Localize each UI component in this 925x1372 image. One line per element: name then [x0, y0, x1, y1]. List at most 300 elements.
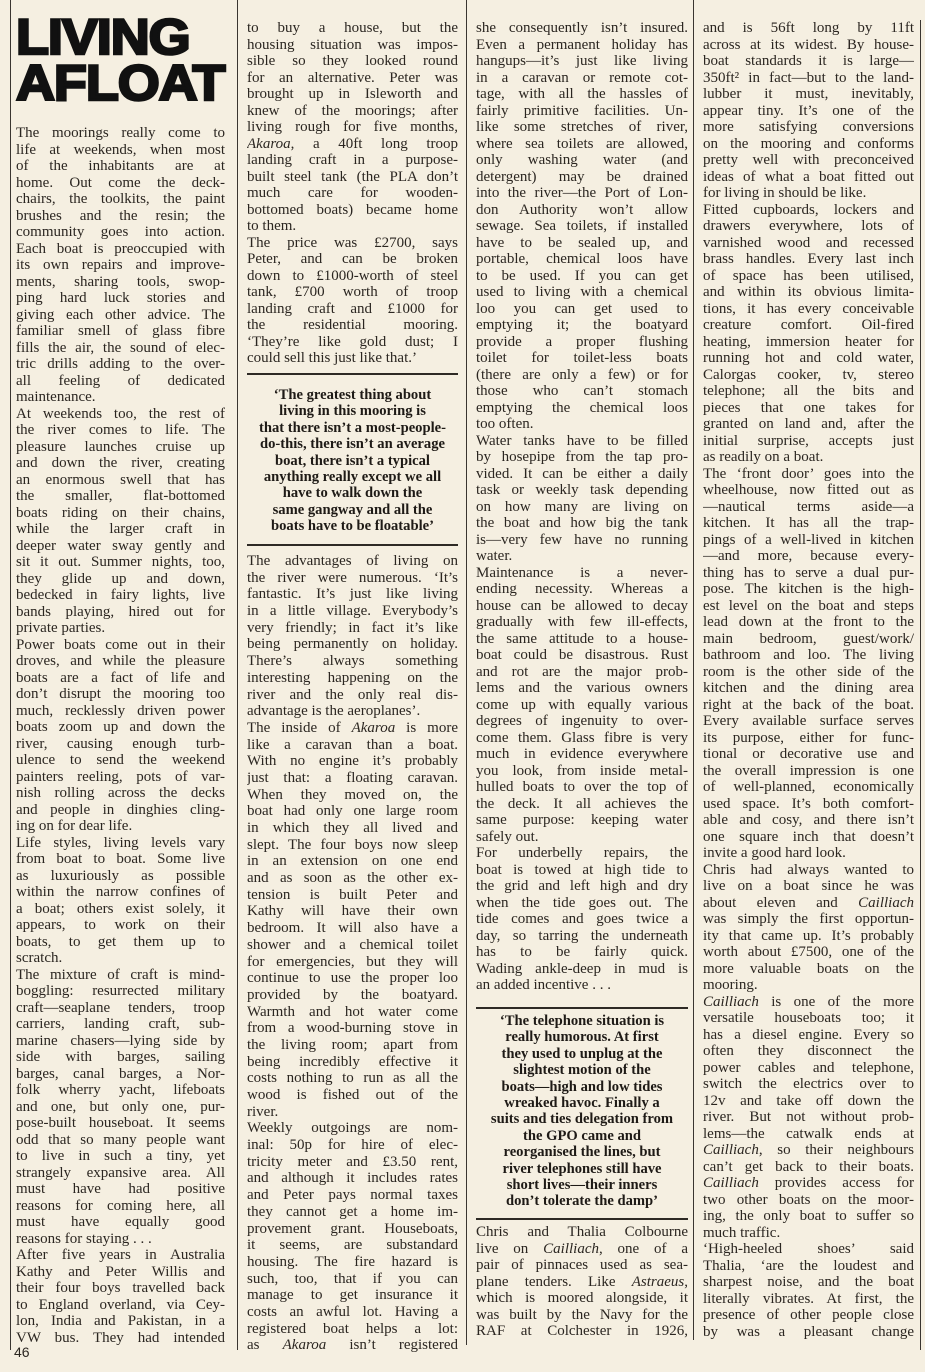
text-line: boats, to get them up to [16, 933, 225, 950]
text-line: ending necessity. Whereas a [476, 581, 688, 597]
text-line: right at the back of the boat. [703, 696, 914, 713]
text-line: same purpose: keeping water [476, 812, 688, 828]
text-line: into the river—the Port of Lon- [476, 185, 688, 201]
paragraph [476, 565, 688, 846]
text-line: costs an awful lot. Having a [247, 1303, 458, 1320]
text-line: Chris had always wanted to [703, 861, 914, 878]
text-line: fairly primitive facilities. Un- [476, 102, 688, 119]
text-line: inal: 50p for hire of elec- [247, 1137, 458, 1154]
text-line: For underbelly repairs, the [476, 845, 688, 861]
page-number: 46 [14, 1344, 30, 1360]
text-line: landing craft and £1000 for [247, 300, 458, 317]
text-line: has to be fairly quick. [476, 944, 688, 960]
text-line: and one, but only one, pur- [16, 1098, 225, 1115]
quote-line: slightest motion of the [513, 1062, 651, 1079]
text-line: Cailliach provides access for [703, 1175, 914, 1191]
text-line: sewage. Sea toilets, if installed [476, 218, 688, 234]
text-line: could sell this just like that.’ [247, 350, 417, 366]
text-line: ing, the only boat to suffer so [703, 1208, 914, 1224]
text-line: manage to get insurance it [247, 1287, 458, 1304]
text-line: RAF at Colchester in 1926, [476, 1323, 688, 1339]
text-line: bathroom and loo. The living [703, 647, 914, 663]
text-line: ping hard luck stories and [16, 290, 225, 306]
text-line: live on a boat since he was [703, 878, 914, 894]
text-line: ing on for dear life. [16, 818, 133, 834]
text-line: river. But not without prob- [703, 1109, 914, 1125]
text-line: about eleven and Cailliach [703, 894, 914, 911]
column-3-text-bottom [476, 1224, 688, 1340]
text-line: bedroom. It will also have a [247, 920, 458, 937]
text-line: VW bus. They had intended [16, 1329, 225, 1346]
paragraph [703, 466, 914, 862]
text-line: more satisfying conversions [703, 119, 914, 135]
text-line: emptying it; the boatyard [476, 317, 688, 333]
pull-quote-1 [244, 387, 461, 535]
text-line: sharpest noise, and the boat [703, 1274, 914, 1290]
text-line: giving each other advice. The [16, 306, 225, 323]
text-line: tank, £700 worth of troop [247, 284, 458, 300]
text-line: The price was £2700, says [247, 234, 458, 251]
text-line: painters reeling, pots of var- [16, 768, 225, 785]
paragraph [703, 1241, 914, 1340]
text-line: to buy a house, but the [247, 20, 458, 36]
quote-line: river telephones still have [502, 1160, 662, 1177]
text-line: across at its widest. By house- [703, 36, 914, 53]
text-line: boats riding on their chains, [16, 504, 225, 521]
text-line: ‘They’re like gold dust; I [247, 333, 458, 350]
text-line: After five years in Australia [16, 1247, 225, 1263]
text-line: tions, it has every conceivable [703, 300, 914, 317]
text-line: Even a permanent holiday has [476, 36, 688, 53]
text-line: the living room; apart from [247, 1036, 458, 1053]
text-line: thing has to serve a dual pur- [703, 564, 914, 581]
text-line: varnished wood and recessed [703, 234, 914, 251]
text-line: to them. [247, 218, 297, 234]
text-line: Warmth and hot water come [247, 1003, 458, 1020]
text-line: life at weekends, when most [16, 141, 225, 158]
paragraph [16, 1247, 225, 1346]
text-line: which is moored alongside, it [476, 1290, 688, 1306]
text-line: initial surprise, accepts just [703, 432, 914, 449]
text-line: home. Out come the deck- [16, 174, 225, 191]
text-line: lubber it must, inevitably, [703, 86, 914, 102]
boat-name: Akaroa [351, 719, 396, 736]
text-line: to live in such a tiny, yet [16, 1148, 225, 1164]
text-line: while the larger craft in [16, 521, 225, 537]
text-line: provided by the boatyard. [247, 986, 458, 1003]
text-line: for emergencies, but they will [247, 953, 458, 970]
quote-line: living in this mooring is [279, 403, 426, 420]
paragraph [703, 862, 914, 994]
text-line: ity that came up. It’s probably [703, 927, 914, 944]
quote-line: same gangway and all the [272, 501, 433, 518]
text-line: the river were numerous. ‘It’s [247, 569, 458, 586]
text-line: by hosepipe from the tap pro- [476, 449, 688, 465]
text-line: Weekly outgoings are nom- [247, 1120, 458, 1137]
text-line: lon, India and Pakistan, in a [16, 1313, 225, 1329]
text-line: from a wood-burning stove in [247, 1020, 458, 1037]
text-line: kitchen and the dining area [703, 680, 914, 696]
text-line: just that: a floating caravan. [247, 769, 458, 786]
text-line: and down the river, creating [16, 455, 225, 471]
text-line: Kathy and Peter Willis and [16, 1263, 225, 1280]
quote-line: anything really except we all [263, 468, 442, 485]
text-line: hangups—it’s just like living [476, 53, 688, 69]
column-3-text-top [476, 20, 688, 994]
text-line: in a little village. Everybody’s [247, 603, 458, 620]
text-line: —and more, because every- [703, 548, 914, 564]
text-line: bottomed boats) became home [247, 201, 458, 218]
text-line: for an alternative. Peter was [247, 69, 458, 86]
text-line: marine chasers—lying side by [16, 1032, 225, 1049]
text-line: two other boats on the moor- [703, 1191, 914, 1208]
text-line: being incredibly effective it [247, 1053, 458, 1070]
text-line: chairs, the toolkits, the paint [16, 191, 225, 207]
text-line: those who can’t stomach [476, 383, 688, 399]
text-line: to be used. If you can get [476, 267, 688, 284]
text-line: on how many are living on [476, 498, 688, 515]
text-line: the grid and left high and dry [476, 878, 688, 894]
quote-line: ‘The greatest thing about [273, 387, 432, 403]
text-line: day, so tarring the underneath [476, 927, 688, 944]
text-line: granted on land and, after the [703, 416, 914, 432]
text-line: the same attitude to a house- [476, 630, 688, 647]
text-line: Calorgas cooker, tv, stereo [703, 366, 914, 383]
paragraph [703, 994, 914, 1242]
text-line: versatile houseboats too; it [703, 1010, 914, 1026]
text-line: in a caravan or remote cot- [476, 69, 688, 86]
text-line: tricity meter and £3.50 rent, [247, 1153, 458, 1170]
text-line: private parties. [16, 620, 106, 636]
text-line: Chris and Thalia Colbourne [476, 1224, 688, 1240]
text-line: they cannot get a home im- [247, 1203, 458, 1220]
paragraph [476, 20, 688, 433]
column-rule [920, 20, 921, 1350]
text-line: Cailliach, so their neighbours [703, 1142, 914, 1158]
text-line: There’s always something [247, 653, 458, 670]
text-line: an added incentive . . . [476, 977, 611, 993]
text-line: water. [476, 548, 513, 564]
text-line: pretty well with preconceived [703, 152, 914, 168]
boat-name: Cailliach [858, 894, 914, 911]
text-line: river, causing enough turb- [16, 735, 225, 752]
text-line: registered boat helps a lot: [247, 1320, 458, 1337]
text-line: The advantages of living on [247, 553, 458, 569]
text-line: their four boys travelled back [16, 1280, 225, 1296]
text-line: heating, immersion heater for [703, 333, 914, 350]
text-line: housing situation was impos- [247, 36, 458, 53]
text-line: within the narrow confines of [16, 884, 225, 900]
text-line: strangely expansive area. All [16, 1164, 225, 1181]
text-line: don’t disrupt the mooring too [16, 686, 225, 702]
text-line: and although it includes rates [247, 1170, 458, 1187]
text-line: fills the air, the sound of elec- [16, 339, 225, 356]
text-line: river and the only real dis- [247, 686, 458, 703]
text-line: appear tiny. It’s one of the [703, 102, 914, 119]
text-line: Akaroa, a 40ft long troop [247, 135, 458, 152]
text-line: very friendly; in fact it’s like [247, 619, 458, 636]
text-line: gradually with few ill-effects, [476, 614, 688, 630]
quote-line: that there isn’t a most-people- [259, 419, 446, 436]
quote-line: boats—high and low tides [501, 1078, 663, 1095]
text-line: barges, canal barges, a Nor- [16, 1065, 225, 1082]
text-line: by was a pleasant change [703, 1323, 914, 1340]
text-line: the river comes to life. The [16, 422, 225, 438]
text-line: loo you can get used to [476, 300, 688, 317]
text-line: it seems, are substandard [247, 1237, 458, 1254]
text-line: emptying the chemical loos [476, 399, 688, 416]
text-line: provide a proper flushing [476, 333, 688, 350]
text-line: much care for wooden- [247, 185, 458, 201]
text-line: degrees of ingenuity to over- [476, 713, 688, 729]
text-line: room is the other side of the [703, 663, 914, 680]
text-line: Every available surface serves [703, 713, 914, 729]
text-line: toilet for toilet-less boats [476, 350, 688, 366]
text-line: often they disconnect the [703, 1043, 914, 1059]
text-line: Water tanks have to be filled [476, 432, 688, 449]
column-2-text-bottom [247, 553, 458, 1354]
text-line: the boat and how big the tank [476, 515, 688, 531]
text-line: 12v and take off down the [703, 1092, 914, 1109]
text-line: Kathy will have their own [247, 903, 458, 920]
text-line: such, too, that if you can [247, 1270, 458, 1287]
text-line: the smaller, flat-bottomed [16, 488, 225, 504]
text-line: knew of the moorings; after [247, 102, 458, 119]
text-line: The inside of Akaroa is more [247, 719, 458, 736]
text-line: is—very few have no running [476, 531, 688, 548]
text-line: all feeling of dedicated [16, 372, 225, 389]
text-line: the deck. It all achieves the [476, 795, 688, 812]
text-line: boats zoom up and down the [16, 719, 225, 735]
quote-line: have to walk down the [282, 485, 423, 502]
text-line: boat had only one large room [247, 803, 458, 820]
text-line: was built by the Navy for the [476, 1306, 688, 1323]
text-line: come them. Glass fibre is very [476, 729, 688, 746]
text-line: tric drills adding to the over- [16, 356, 225, 372]
paragraph [703, 20, 914, 202]
text-line: Each boat is preoccupied with [16, 240, 225, 257]
text-line: much, recklessly driven power [16, 702, 225, 719]
text-line: pose. The kitchen is the high- [703, 581, 914, 597]
text-line: side with barges, sailing [16, 1049, 225, 1065]
quote-line: boats have to be floatable’ [271, 518, 434, 535]
text-line: boat could be disastrous. Rust [476, 647, 688, 663]
text-line: they glide up and down, [16, 570, 225, 587]
quote-line: boat, there isn’t a typical [275, 452, 430, 469]
text-line: costs nothing to run as all the [247, 1070, 458, 1087]
text-line: detergent) may be drained [476, 168, 688, 185]
text-line: don Authority won’t allow [476, 201, 688, 218]
text-line: (there are only a few) or for [476, 366, 688, 383]
title-line: AFLOAT [16, 55, 225, 111]
text-line: brought up in Isleworth and [247, 86, 458, 102]
text-line: pose-built houseboat. It seems [16, 1115, 225, 1131]
text-line: come up with equally various [476, 696, 688, 713]
text-line: est level on the boat and steps [703, 597, 914, 614]
text-line: living rough for five months, [247, 119, 458, 135]
text-line: boggling: resurrected military [16, 983, 225, 999]
text-line: telephone; all the bits and [703, 383, 914, 399]
text-line: safely out. [476, 828, 539, 845]
text-line: shower and a chemical toilet [247, 936, 458, 953]
text-line: where sea toilets are allowed, [476, 135, 688, 152]
text-line: used space. It’s both comfort- [703, 795, 914, 812]
text-line: continue to use the proper loo [247, 970, 458, 987]
text-line: you look, from inside metal- [476, 762, 688, 779]
text-line: tage, with all the hassles of [476, 86, 688, 102]
text-line: droves, and while the pleasure [16, 653, 225, 669]
text-line: must have had positive [16, 1181, 225, 1197]
divider [247, 373, 458, 375]
text-line: bedecked in fairy lights, live [16, 587, 225, 603]
quote-line: don’t tolerate the damp’ [506, 1193, 658, 1210]
text-line: in an extension on one end [247, 853, 458, 870]
text-line: portable, chemical loos have [476, 251, 688, 267]
text-line: house can be allowed to decay [476, 597, 688, 614]
text-line: scratch. [16, 950, 63, 966]
text-line: boat standards it is large— [703, 53, 914, 69]
text-line: pleasure launches cruise up [16, 438, 225, 455]
paragraph [247, 720, 458, 1121]
boat-name: Akaroa [282, 1337, 327, 1354]
quote-line: they used to unplug at the [501, 1045, 663, 1062]
text-line: tional or decorative use and [703, 746, 914, 762]
text-line: to England overland, via Cey- [16, 1296, 225, 1313]
text-line: The moorings really come to [16, 125, 225, 141]
text-line: pieces that one takes for [703, 399, 914, 416]
text-line: task or weekly task depending [476, 482, 688, 498]
paragraph [476, 845, 688, 994]
text-line: down to £1000-worth of steel [247, 267, 458, 284]
text-line: in which they all lived and [247, 820, 458, 836]
text-line: the overall impression is one [703, 762, 914, 779]
text-line: —nautical terms aside—a [703, 498, 914, 515]
text-line: of space has been utilised, [703, 267, 914, 284]
text-line: and rot are the major prob- [476, 663, 688, 680]
text-line: power cables and telephone, [703, 1059, 914, 1076]
text-line: has a diesel engine. Every so [703, 1026, 914, 1043]
text-line: fantastic. It’s just like living [247, 586, 458, 603]
column-rule [237, 0, 238, 1350]
text-line: river. [247, 1103, 279, 1120]
text-line: as luxuriously as possible [16, 867, 225, 884]
text-line: Life styles, living levels vary [16, 834, 225, 851]
text-line: At weekends too, the rest of [16, 405, 225, 422]
pull-quote-2 [472, 1013, 692, 1210]
text-line: creature comfort. Oil-fired [703, 317, 914, 333]
text-line: as readily on a boat. [703, 449, 824, 465]
column-1-text [16, 125, 225, 1346]
text-line: reasons for staying . . . [16, 1230, 152, 1247]
text-line: sit it out. Summer nights, too, [16, 554, 225, 570]
text-line: invite a good hard look. [703, 845, 846, 861]
column-rule [466, 0, 467, 1345]
text-line: pings of a well-lived in kitchen [703, 531, 914, 548]
text-line: lead down at the front to the [703, 614, 914, 630]
text-line: housing. The fire hazard is [247, 1253, 458, 1270]
paragraph [476, 1224, 688, 1340]
text-line: Peter, and can be broken [247, 251, 458, 267]
text-line: landing craft in a purpose- [247, 152, 458, 168]
title-line: LIVING [16, 9, 190, 65]
text-line: maintenance. [16, 389, 96, 405]
column-4-text [703, 20, 914, 1340]
paragraph [16, 967, 225, 1248]
text-line: reasons for coming here, all [16, 1197, 225, 1214]
boat-name: Astraeus [631, 1273, 685, 1290]
text-line: more valuable boats on the [703, 960, 914, 977]
text-line: was simply the first opportun- [703, 911, 914, 927]
text-line: being permanently on holiday. [247, 636, 458, 653]
quote-line: do-this, there isn’t an average [260, 436, 445, 453]
boat-name: Cailliach [703, 1175, 759, 1191]
text-line: mooring. [703, 977, 758, 993]
column-rule [10, 0, 11, 1350]
paragraph [16, 406, 225, 637]
text-line: lems and the various owners [476, 680, 688, 696]
text-line: drawers everywhere, lots of [703, 218, 914, 234]
quote-line: short lives—their inners [506, 1176, 658, 1193]
boat-name: Cailliach [543, 1240, 599, 1257]
text-line: can’t get back to their boats. [703, 1158, 914, 1175]
text-line: plane tenders. Like Astraeus, [476, 1273, 688, 1290]
text-line: brass handles. Every last inch [703, 251, 914, 267]
text-line: running hot and cold water, [703, 350, 914, 366]
column-2-text-top [247, 20, 458, 367]
text-line: sible so they looked round [247, 53, 458, 69]
column-rule [693, 0, 694, 1340]
text-line: provement grant. Houseboats, [247, 1220, 458, 1237]
text-line: Thalia, ‘are the loudest and [703, 1257, 914, 1274]
text-line: live on Cailliach, one of a [476, 1240, 688, 1257]
text-line: built steel tank (the PLA don’t [247, 168, 458, 185]
text-line: too often. [476, 416, 534, 432]
text-line: a boat; others exist solely, it [16, 900, 225, 917]
quote-line: wreaked havoc. Finally a [504, 1094, 660, 1111]
paragraph [16, 125, 225, 406]
text-line: bands playing, hired out for [16, 603, 225, 620]
article-title [16, 9, 226, 111]
text-line: an enormous swell that has [16, 471, 225, 488]
text-line: like some stretches of river, [476, 119, 688, 135]
quote-line: really humorous. At first [505, 1029, 659, 1046]
text-line: lems—the catwalk ends at [703, 1125, 914, 1142]
text-line: ‘High-heeled shoes’ said [703, 1241, 914, 1257]
text-line: When they moved on, the [247, 786, 458, 803]
paragraph [476, 433, 688, 565]
paragraph [247, 553, 458, 720]
text-line: familiar smell of glass fibre [16, 323, 225, 339]
text-line: folk wherry yacht, lifeboats [16, 1082, 225, 1098]
boat-name: Cailliach [703, 1142, 759, 1158]
paragraph [16, 637, 225, 835]
quote-line: reorganised the lines, but [503, 1144, 661, 1161]
text-line: craft—seaplane tenders, troop [16, 999, 225, 1016]
text-line: able and cosy, and there isn’t [703, 812, 914, 828]
text-line: slept. The four boys now sleep [247, 836, 458, 853]
text-line: she consequently isn’t insured. [476, 20, 688, 36]
text-line: nish rolling across the decks [16, 785, 225, 801]
text-line: much in evidence everywhere [476, 746, 688, 762]
divider [247, 544, 458, 546]
text-line: appears, to work on their [16, 917, 225, 933]
text-line: and people in dinghies cling- [16, 801, 225, 818]
text-line: one square inch that doesn’t [703, 828, 914, 845]
text-line: for living in should be like. [703, 185, 867, 201]
text-line: much traffic. [703, 1224, 781, 1241]
text-line: as Akaroa isn’t registered [247, 1337, 458, 1354]
text-line: Fitted cupboards, lockers and [703, 201, 914, 218]
